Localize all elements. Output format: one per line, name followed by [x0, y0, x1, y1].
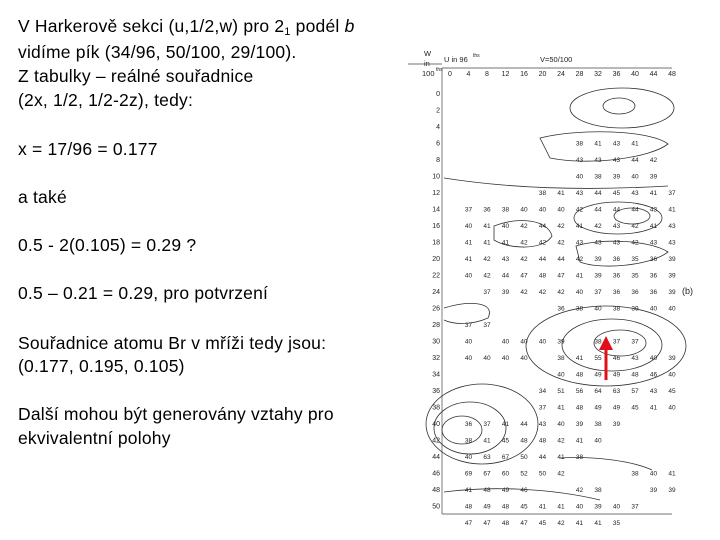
map-value: 40: [483, 355, 491, 362]
map-value: 41: [538, 503, 547, 511]
map-value: 63: [612, 388, 621, 395]
map-value: 46: [649, 371, 658, 379]
map-value: 41: [464, 239, 473, 247]
u-axis-ticks: [448, 71, 676, 78]
map-value: 41: [483, 437, 491, 445]
map-value: 45: [501, 437, 510, 445]
map-value: 41: [575, 520, 584, 527]
map-value: 40: [649, 305, 658, 313]
map-value: 41: [575, 272, 584, 280]
w-tick-label: 24: [432, 289, 440, 296]
map-value: 38: [594, 173, 602, 181]
map-value: 38: [538, 190, 547, 197]
map-value: 49: [612, 371, 621, 379]
w-tick-label: 26: [432, 305, 440, 313]
w-tick-label: 20: [432, 256, 440, 263]
map-value: 48: [538, 437, 547, 445]
w-tick-label: 16: [432, 223, 440, 230]
map-value: 43: [594, 239, 602, 247]
map-value: 38: [594, 338, 602, 346]
map-value: 36: [612, 289, 621, 296]
map-value: 40: [501, 355, 510, 362]
map-value: 69: [464, 470, 473, 478]
w-tick-label: 14: [432, 206, 440, 214]
map-value: 40: [557, 371, 565, 379]
w-axis-in: in: [424, 59, 430, 68]
map-value: 44: [501, 272, 510, 280]
map-value: 43: [575, 190, 584, 197]
w-tick-label: 12: [432, 190, 440, 197]
map-value: 37: [631, 338, 639, 346]
w-tick-label: 38: [432, 404, 440, 412]
u-tick-label: 28: [575, 71, 584, 78]
map-value: 41: [594, 520, 602, 527]
text-line-5: x = 17/96 = 0.177: [18, 139, 158, 159]
w-axis-label: W: [424, 49, 432, 58]
map-value: 42: [557, 470, 565, 478]
map-value: 42: [649, 157, 658, 164]
map-value: 49: [594, 371, 602, 379]
w-tick-label: 30: [432, 338, 440, 346]
map-value: 40: [668, 404, 676, 412]
map-value: 35: [631, 272, 639, 280]
map-value: 38: [557, 355, 565, 362]
map-value: 35: [612, 520, 621, 527]
map-value: 43: [612, 223, 621, 230]
map-value: 42: [538, 289, 547, 296]
map-value: 41: [668, 470, 676, 478]
map-value: 48: [631, 371, 639, 379]
map-value: 40: [631, 173, 639, 181]
text-line-1-subscript: 1: [284, 26, 291, 38]
w-tick-label: 48: [432, 487, 440, 494]
map-value: 41: [464, 487, 473, 494]
map-value: 39: [649, 487, 658, 494]
map-value: 39: [668, 487, 676, 494]
map-value: 38: [612, 305, 621, 313]
panel-label: (b): [682, 286, 693, 296]
map-value: 40: [575, 503, 584, 511]
harker-section-map: [400, 40, 720, 540]
map-value: 41: [557, 454, 565, 461]
w-tick-label: 40: [432, 421, 440, 428]
w-tick-label: 50: [432, 503, 440, 511]
map-value: 39: [594, 503, 602, 511]
text-line-12: ekvivalentní polohy: [18, 428, 171, 448]
map-value: 40: [501, 223, 510, 230]
map-value: 41: [501, 239, 510, 247]
map-value: 41: [483, 239, 491, 247]
map-value: 48: [520, 437, 528, 445]
u-tick-label: 4: [466, 71, 471, 78]
map-value: 39: [594, 256, 602, 263]
map-value: 39: [501, 289, 510, 296]
map-value: 38: [594, 421, 602, 428]
map-value: 48: [501, 520, 510, 527]
map-value: 48: [575, 404, 584, 412]
map-value: 40: [668, 371, 676, 379]
map-value: 49: [594, 404, 602, 412]
map-value: 36: [649, 272, 658, 280]
w-tick-label: 2: [436, 107, 440, 115]
map-value: 39: [668, 272, 676, 280]
u-axis-sup: ths: [473, 53, 480, 59]
map-value: 43: [649, 388, 658, 395]
map-value: 49: [483, 503, 491, 511]
u-tick-label: 24: [557, 71, 565, 78]
map-value: 45: [612, 190, 621, 197]
map-value: 43: [668, 239, 676, 247]
map-value: 43: [668, 223, 676, 230]
map-value: 36: [631, 289, 639, 296]
text-line-3: Z tabulky – reálné souřadnice: [18, 66, 254, 86]
map-value: 41: [575, 355, 584, 362]
map-value: 43: [649, 239, 658, 247]
w-tick-label: 4: [436, 124, 440, 131]
map-value: 67: [501, 454, 510, 461]
map-value: 40: [594, 437, 602, 445]
map-value: 42: [575, 206, 584, 214]
map-value: 40: [520, 206, 528, 214]
u-tick-label: 8: [485, 71, 489, 78]
map-value: 45: [631, 404, 639, 412]
map-value: 67: [483, 470, 491, 478]
map-value: 39: [668, 256, 676, 263]
map-value: 39: [575, 421, 584, 428]
map-value: 39: [594, 272, 602, 280]
map-value: 47: [483, 520, 491, 527]
map-value: 36: [649, 256, 658, 263]
map-value: 40: [575, 289, 584, 296]
map-value: 35: [631, 256, 639, 263]
w-tick-label: 32: [432, 355, 440, 362]
map-value: 57: [631, 388, 639, 395]
map-value: 42: [520, 223, 528, 230]
map-value: 37: [483, 322, 491, 329]
map-value: 40: [575, 173, 584, 181]
map-value: 36: [649, 289, 658, 296]
map-value: 41: [464, 256, 473, 263]
map-value: 43: [594, 157, 602, 164]
map-value: 48: [538, 272, 547, 280]
map-value: 39: [557, 338, 565, 346]
w-axis-denom: 100: [422, 69, 435, 78]
w-tick-label: 42: [432, 437, 440, 445]
map-value: 63: [483, 454, 491, 461]
map-value: 46: [612, 355, 621, 362]
text-line-8: 0.5 – 0.21 = 0.29, pro potvrzení: [18, 283, 269, 303]
map-value: 37: [631, 503, 639, 511]
w-tick-label: 28: [432, 322, 440, 329]
map-value: 42: [575, 256, 584, 263]
map-value: 37: [464, 322, 473, 329]
map-value: 52: [520, 470, 528, 478]
map-value: 42: [631, 223, 639, 230]
map-value: 43: [575, 239, 584, 247]
map-value: 38: [464, 437, 473, 445]
u-tick-label: 20: [538, 71, 547, 78]
map-value: 44: [612, 206, 621, 214]
map-value: 42: [575, 487, 584, 494]
map-value: 55: [594, 355, 602, 362]
map-value: 44: [631, 157, 639, 164]
map-value: 42: [520, 289, 528, 296]
map-value: 48: [464, 503, 473, 511]
map-value: 40: [668, 305, 676, 313]
map-value: 43: [631, 190, 639, 197]
text-line-2: vidíme pík (34/96, 50/100, 29/100).: [18, 42, 297, 62]
map-value: 60: [501, 470, 510, 478]
map-value: 36: [612, 256, 621, 263]
text-line-1-rest: podél: [290, 16, 345, 36]
map-value: 38: [631, 470, 639, 478]
map-value: 45: [520, 503, 528, 511]
map-value: 43: [575, 157, 584, 164]
map-value: 39: [612, 421, 621, 428]
text-line-6: a také: [18, 187, 67, 207]
map-value: 37: [668, 190, 676, 197]
w-tick-label: 44: [432, 454, 440, 461]
map-value: 43: [612, 157, 621, 164]
map-value: 39: [668, 355, 676, 362]
map-value: 43: [612, 140, 621, 148]
map-value: 40: [464, 223, 473, 230]
map-value: 41: [649, 223, 658, 230]
map-value: 40: [538, 338, 547, 346]
text-line-11: Další mohou být generovány vztahy pro: [18, 404, 334, 424]
map-value: 42: [520, 239, 528, 247]
map-value: 47: [557, 272, 565, 280]
w-tick-label: 22: [432, 272, 440, 280]
w-tick-label: 8: [436, 157, 440, 164]
map-value: 36: [464, 421, 473, 428]
map-value: 42: [520, 256, 528, 263]
map-value: 41: [575, 223, 584, 230]
map-value: 42: [557, 437, 565, 445]
map-value: 46: [520, 487, 528, 494]
map-value: 41: [557, 404, 565, 412]
map-value: 40: [464, 355, 473, 362]
map-value: 49: [612, 404, 621, 412]
map-value: 56: [575, 388, 584, 395]
map-value: 40: [594, 305, 602, 313]
map-value: 40: [520, 355, 528, 362]
map-value: 44: [538, 454, 547, 461]
text-line-10: (0.177, 0.195, 0.105): [18, 356, 185, 376]
u-axis-label: U in 96: [444, 55, 468, 64]
map-value: 34: [538, 388, 547, 395]
map-value: 44: [538, 223, 547, 230]
map-value: 37: [612, 338, 621, 346]
map-value: 40: [501, 338, 510, 346]
w-tick-label: 0: [436, 91, 440, 98]
map-value: 41: [557, 190, 565, 197]
map-value: 37: [538, 404, 547, 412]
w-tick-label: 18: [432, 239, 440, 247]
map-value: 43: [538, 421, 547, 428]
map-value: 40: [649, 470, 658, 478]
map-value: 44: [594, 206, 602, 214]
w-tick-label: 6: [436, 140, 440, 148]
map-value: 39: [631, 305, 639, 313]
u-tick-label: 36: [612, 71, 621, 78]
text-line-1-italic: b: [344, 16, 355, 36]
map-value: 40: [538, 206, 547, 214]
map-value: 37: [483, 421, 491, 428]
map-value: 50: [538, 470, 547, 478]
map-value: 40: [464, 338, 473, 346]
map-value: 36: [483, 206, 491, 214]
map-value: 44: [538, 256, 547, 263]
map-value: 40: [464, 272, 473, 280]
map-value: 43: [612, 239, 621, 247]
map-value: 38: [575, 454, 584, 461]
w-tick-label: 34: [432, 371, 440, 379]
map-value: 43: [649, 206, 658, 214]
map-value: 48: [575, 371, 584, 379]
map-value: 41: [575, 437, 584, 445]
map-value: 44: [557, 256, 565, 263]
map-value: 45: [668, 388, 676, 395]
map-value: 38: [594, 487, 602, 494]
map-value: 40: [520, 338, 528, 346]
map-value: 42: [557, 223, 565, 230]
map-value: 37: [464, 206, 473, 214]
map-value: 42: [631, 239, 639, 247]
map-value: 37: [594, 289, 602, 296]
map-value: 39: [612, 173, 621, 181]
u-tick-label: 40: [631, 71, 639, 78]
map-value: 42: [557, 239, 565, 247]
map-value: 49: [501, 487, 510, 494]
map-value: 36: [557, 305, 565, 313]
u-tick-label: 12: [501, 71, 510, 78]
map-value: 42: [483, 272, 491, 280]
map-value: 38: [501, 206, 510, 214]
map-value: 39: [649, 173, 658, 181]
map-value: 44: [631, 206, 639, 214]
map-value: 48: [483, 487, 491, 494]
map-value: 41: [501, 421, 510, 428]
text-line-1-main: V Harkerově sekci (u,1/2,w) pro 2: [18, 16, 285, 36]
map-value: 48: [501, 503, 510, 511]
map-value: 38: [575, 305, 584, 313]
map-value: 42: [557, 289, 565, 296]
map-value: 40: [464, 454, 473, 461]
w-tick-label: 46: [432, 470, 440, 478]
text-line-7: 0.5 - 2(0.105) = 0.29 ?: [18, 235, 197, 255]
map-value: 47: [520, 272, 528, 280]
map-value: 45: [538, 520, 547, 527]
map-value: 40: [557, 206, 565, 214]
map-value: 43: [631, 355, 639, 362]
map-value: 51: [557, 388, 565, 395]
text-line-1: [18, 16, 355, 43]
u-tick-label: 44: [649, 71, 658, 78]
map-value: 44: [520, 421, 528, 428]
map-value: 41: [649, 190, 658, 197]
map-value: 40: [557, 421, 565, 428]
map-values: [465, 141, 676, 528]
map-value: 41: [649, 404, 658, 412]
u-tick-label: 48: [668, 71, 676, 78]
w-axis-sup: ths: [436, 67, 443, 73]
map-value: 40: [612, 503, 621, 511]
map-value: 43: [501, 256, 510, 263]
map-value: 42: [594, 223, 602, 230]
w-tick-label: 10: [432, 173, 440, 181]
map-value: 41: [668, 206, 676, 214]
map-value: 40: [649, 355, 658, 362]
map-value: 41: [483, 223, 491, 230]
map-value: 38: [575, 140, 584, 148]
map-value: 47: [464, 520, 473, 527]
map-value: 42: [483, 256, 491, 263]
map-value: 44: [594, 190, 602, 197]
map-value: 41: [631, 140, 639, 148]
map-value: 42: [538, 239, 547, 247]
map-value: 37: [483, 289, 491, 296]
map-value: 36: [612, 272, 621, 280]
u-tick-label: 0: [448, 71, 452, 78]
map-value: 42: [557, 520, 565, 527]
text-line-4: (2x, 1/2, 1/2-2z), tedy:: [18, 90, 194, 110]
map-value: 41: [594, 140, 602, 148]
map-value: 41: [557, 503, 565, 511]
map-value: 64: [594, 388, 602, 395]
text-line-9: Souřadnice atomu Br v mříži tedy jsou:: [18, 333, 327, 353]
map-value: 39: [668, 289, 676, 296]
u-tick-label: 32: [594, 71, 602, 78]
w-tick-label: 36: [432, 388, 440, 395]
u-tick-label: 16: [520, 71, 528, 78]
map-value: 50: [520, 454, 528, 461]
v-section-label: V=50/100: [540, 55, 573, 64]
map-value: 47: [520, 520, 528, 527]
